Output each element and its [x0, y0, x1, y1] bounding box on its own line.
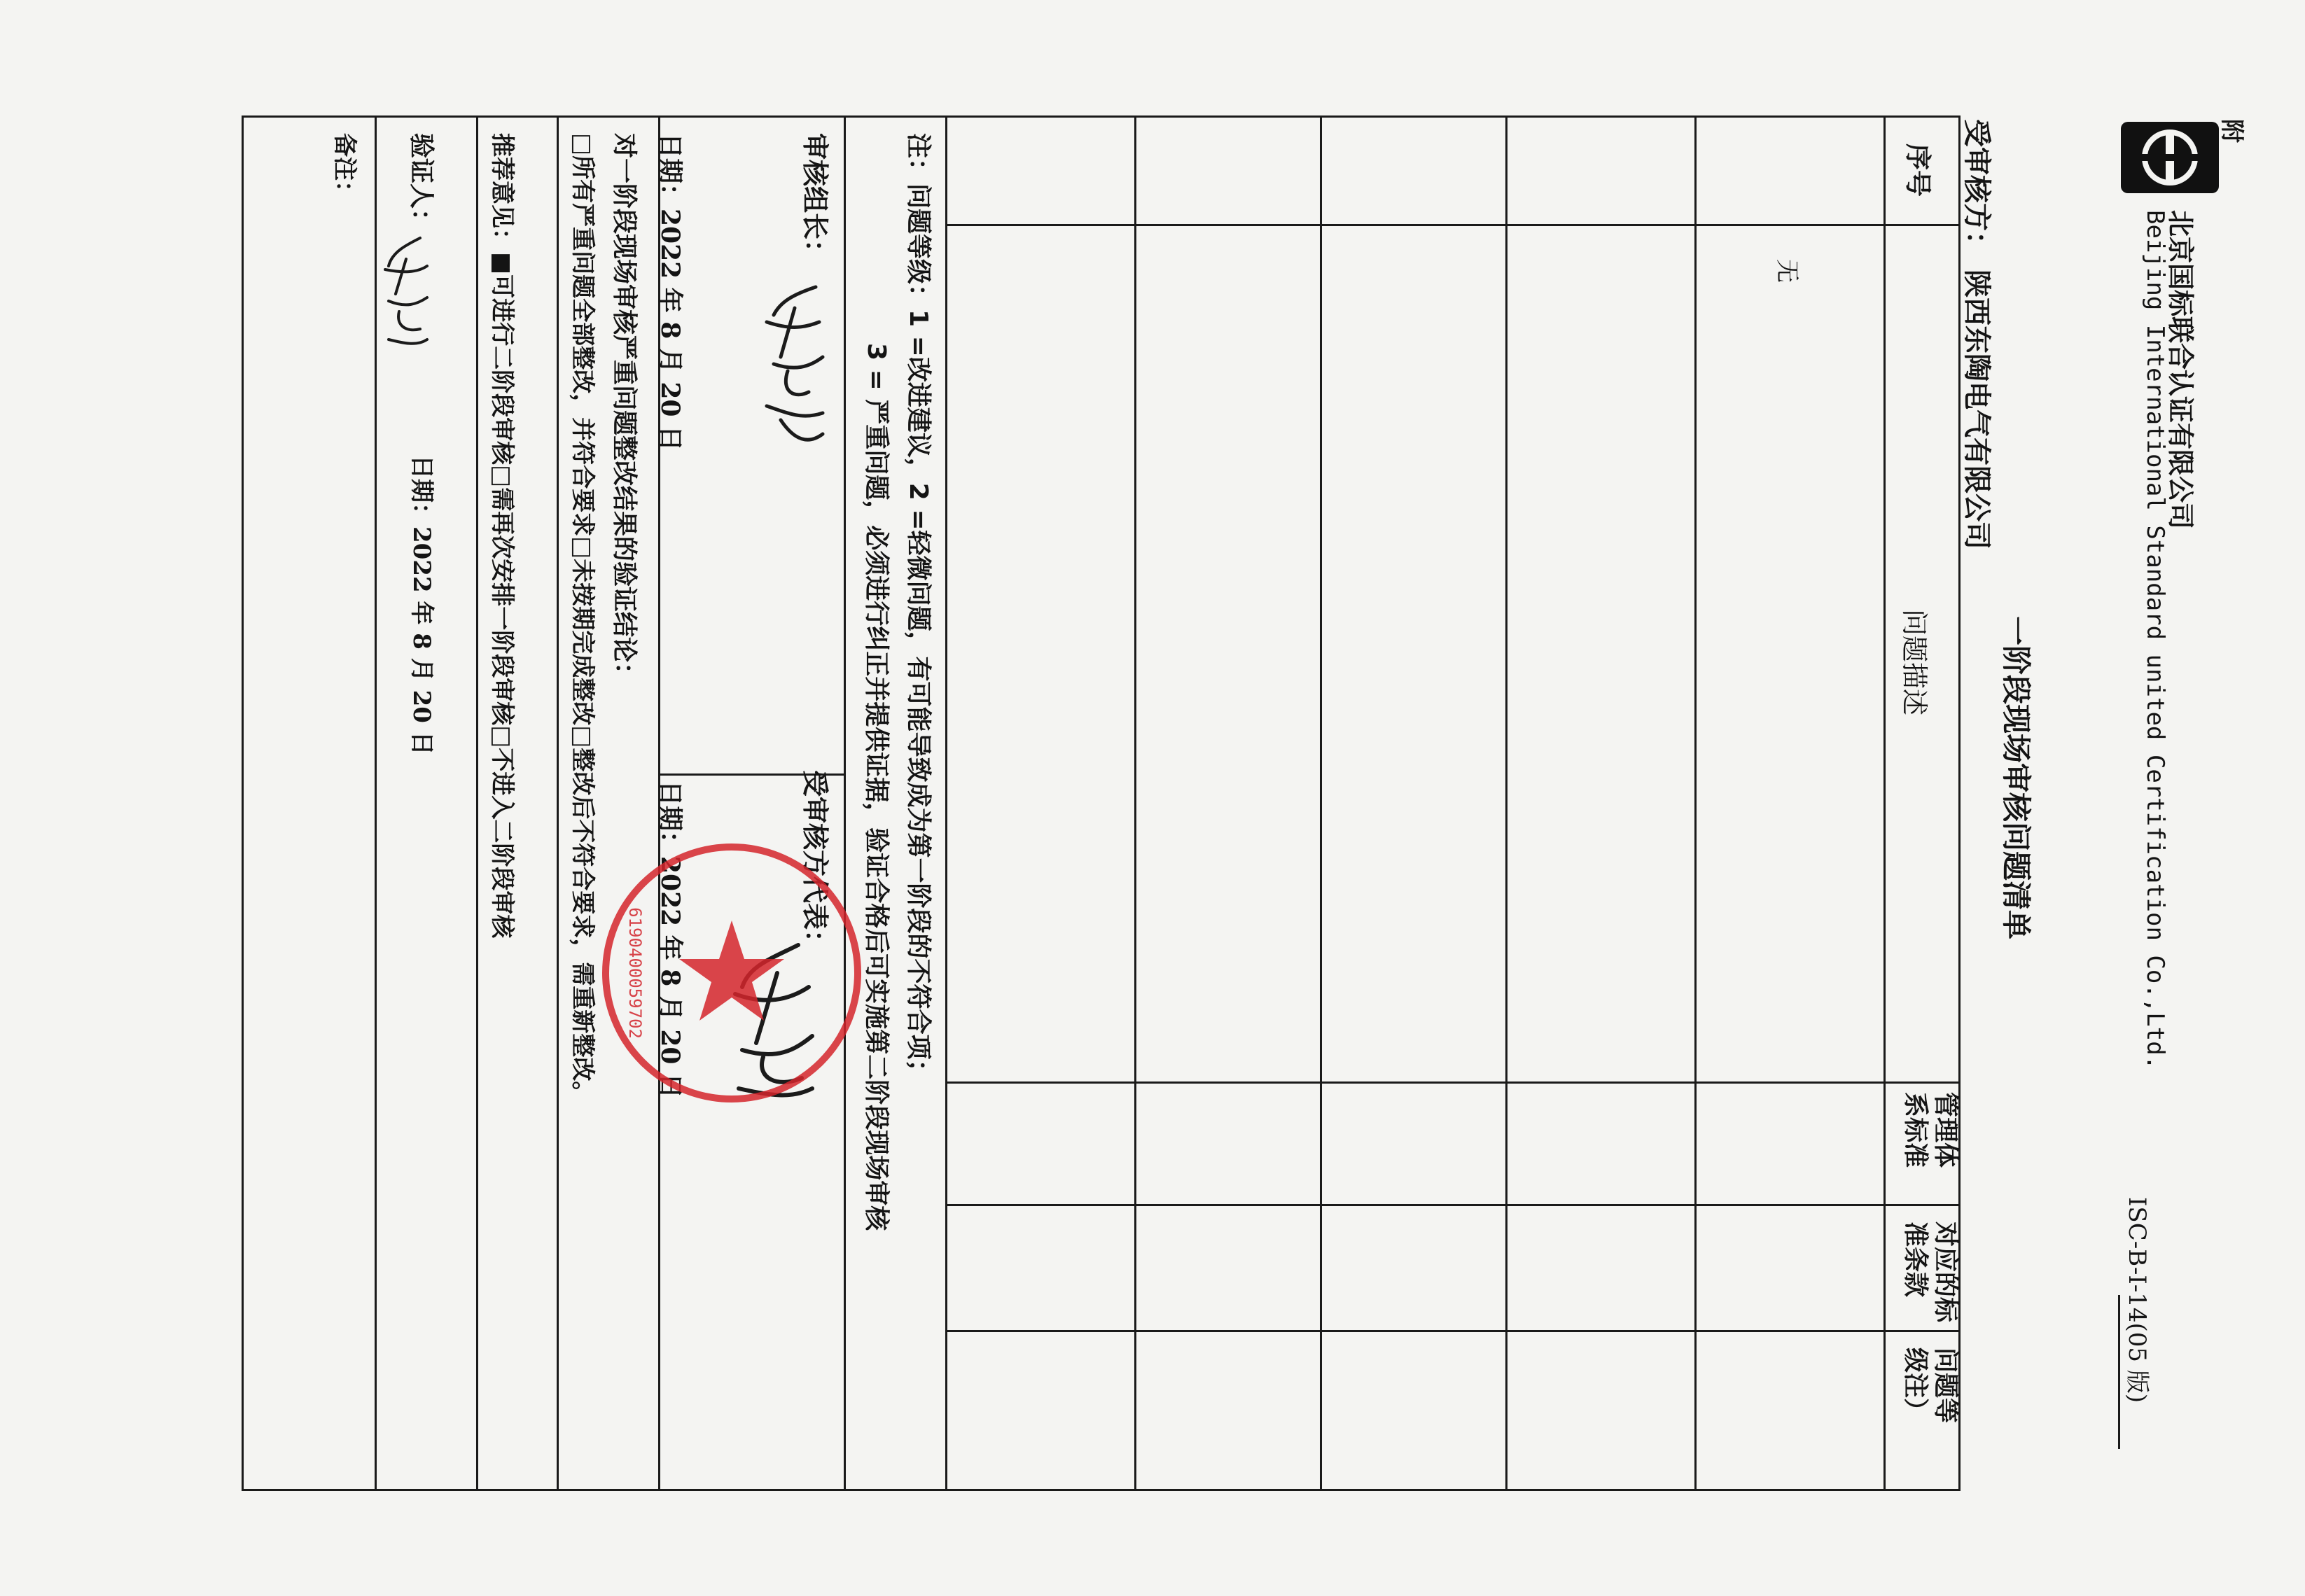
auditee-name: 陕西东陶电气有限公司: [1961, 270, 1993, 550]
col-line: [1883, 115, 1886, 1491]
row-line: [1505, 115, 1507, 1491]
verifier-date: 日期：2022 年 8 月 20 日: [408, 455, 436, 755]
leader-signature: [753, 280, 837, 455]
col-line: [945, 1082, 1961, 1084]
verifier-signature: [378, 231, 434, 350]
company-name-en: Beijing International Standard united Certification Co.,Ltd.: [2141, 210, 2169, 1070]
header-cell-seq: 序号: [1902, 144, 1933, 197]
col-line: [945, 1330, 1961, 1332]
row-line: [945, 115, 947, 1491]
form-code: ISC-B-I-14(05 版): [2123, 1197, 2151, 1404]
attachment-mark: 附: [2217, 119, 2245, 143]
row-1-seq: 无: [1773, 259, 1801, 283]
row-line: [1134, 115, 1136, 1491]
header-cell-standard: 管理体 系标准: [1900, 1092, 1960, 1168]
header-rule: [2118, 1295, 2120, 1449]
page-title: 一阶段现场审核问题清单: [1999, 616, 2033, 940]
recommendation: 推荐意见：■可进行二阶段审核□需再次安排一阶段审核□不进入二阶段审核: [488, 133, 516, 939]
leader-label: 审核组长：: [800, 133, 830, 267]
verifier-label: 验证人：: [407, 133, 436, 234]
isc-logo: [2118, 119, 2222, 196]
company-seal: [599, 840, 865, 1106]
remarks-label: 备注：: [330, 133, 358, 204]
header-cell-description: 问题描述: [1899, 609, 1930, 716]
col-line: [945, 1204, 1961, 1206]
auditee-rep-label: 受审核方代表：: [800, 770, 830, 957]
verification-title: 对一阶段现场审核严重问题整改结果的验证结论：: [610, 133, 639, 688]
section-line: [557, 115, 559, 1491]
date-left: 日期：2022 年 8 月 20 日: [655, 133, 685, 451]
row-line: [1320, 115, 1322, 1491]
verification-options: □所有严重问题全部整改，并符合要求□未按期完成整改□整改后不符合要求，需重新整改。: [569, 133, 597, 1105]
section-line: [844, 115, 846, 1491]
row-line: [1694, 115, 1697, 1491]
header-cell-clause: 对应的标 准条款: [1900, 1222, 1960, 1323]
section-line: [375, 115, 377, 1491]
date-right: 日期：2022 年 8 月 20 日: [655, 780, 685, 1099]
note-text-2: 3 = 严重问题，必须进行纠正并提供证据，验证合格后可实施第二阶段现场审核: [862, 343, 891, 1231]
svg-text:6190400059702: 6190400059702: [625, 907, 645, 1039]
header-cell-level: 问题等 级注）: [1900, 1348, 1960, 1424]
note-text-1: 注：问题等级：1 =改进建议，2 =轻微问题，有可能导致成为第一阶段的不符合项；: [904, 133, 933, 1085]
auditee-label: 受审核方：: [1961, 119, 1993, 259]
company-name-cn: 北京国标联合认证有限公司: [2165, 210, 2196, 530]
section-line: [476, 115, 478, 1491]
col-line: [945, 224, 1961, 226]
